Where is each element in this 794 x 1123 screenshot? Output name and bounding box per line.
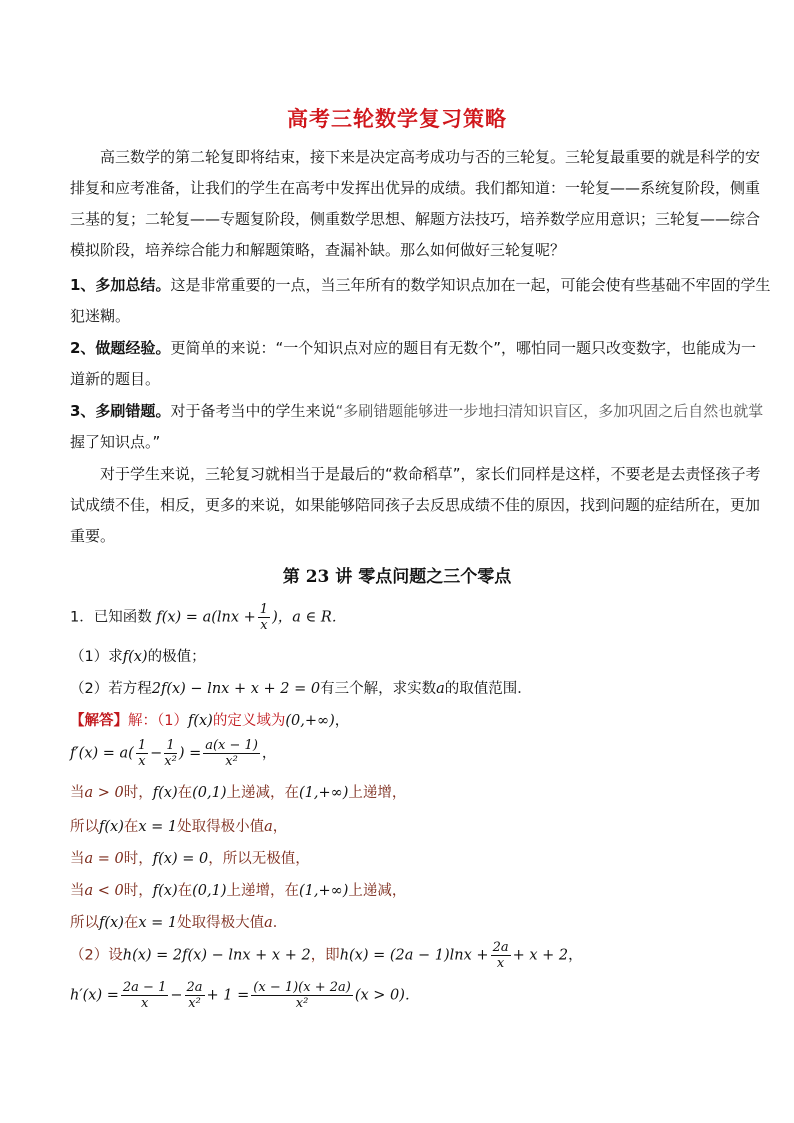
math-expr: + x + 2 <box>512 947 569 964</box>
solution-line-5: 当a = 0时，f(x) = 0，所以无极值， <box>70 851 310 867</box>
closing-line: 试成绩不佳，相反，更多的来说，如果能够陪同孩子去反思成绩不佳的原因，找到问题的症结所在，更加 <box>70 496 761 514</box>
math-expr: (x > 0)． <box>354 987 420 1004</box>
numerator: 1 <box>137 738 147 753</box>
question-text: （1）求 <box>70 649 123 665</box>
tip-1 <box>70 270 771 332</box>
tip-3 <box>70 396 764 458</box>
solution-text: 的定义域为 <box>212 713 286 729</box>
solution-line-1: 【解答】解：（1）f(x)的定义域为(0,+∞)， <box>70 713 350 729</box>
math-expr: (0,+∞) <box>285 713 335 729</box>
solution-line-6: 当a < 0时，f(x)在(0,1)上递增，在(1,+∞)上递减， <box>70 883 407 899</box>
h-derivative-line <box>70 980 419 1011</box>
tip-heading: 1、多加总结。 <box>70 276 171 294</box>
solution-line-3: 当a > 0时，f(x)在(0,1)上递减，在(1,+∞)上递增， <box>70 785 407 801</box>
question-2 <box>70 677 532 698</box>
closing-line: 重要。 <box>70 527 116 545</box>
denominator: x² <box>164 754 177 769</box>
stem-text: 1．已知函数 <box>70 609 152 626</box>
numerator: a(x − 1) <box>205 738 258 753</box>
math-expr: f′(x) = a( <box>70 745 134 762</box>
closing-line: 对于学生来说，三轮复习就相当于是最后的“救命稻草”，家长们同样是这样，不要老是去责怪孩子考 <box>100 465 761 483</box>
solution-text: ，即 <box>310 947 340 964</box>
solution-line-7: 所以f(x)在x = 1处取得极大值a． <box>70 915 288 931</box>
intro-line: 排复和应考准备，让我们的学生在高考中发挥出优异的成绩。我们都知道：一轮复——系统复阶段，侧重 <box>70 179 761 197</box>
solution-part-2 <box>70 940 583 971</box>
numerator: 1 <box>259 602 269 617</box>
function-def: f(x) = a(lnx + <box>156 609 256 626</box>
math-expr: f(x) <box>122 649 148 665</box>
lecture-title: 第 23 讲 零点问题之三个零点 <box>282 567 512 587</box>
denominator: x² <box>225 754 238 769</box>
math-expr: a <box>436 681 445 697</box>
intro-paragraph <box>70 142 761 266</box>
function-def-end: ) <box>272 609 278 626</box>
intro-line: 模拟阶段，培养综合能力和解题策略，查漏补缺。那么如何做好三轮复呢？ <box>70 241 566 259</box>
math-expr: ) = <box>178 745 202 762</box>
solution-text: 解：（1） <box>128 713 188 729</box>
math-expr: h(x) = 2f(x) − lnx + x + 2 <box>122 947 311 964</box>
fraction <box>203 738 260 769</box>
tip-text: 道新的题目。 <box>70 370 161 388</box>
question-1 <box>70 645 206 666</box>
math-expr: f(x) <box>187 713 213 729</box>
fraction <box>164 738 177 769</box>
math-expr: 2f(x) − lnx + x + 2 = 0 <box>151 681 321 697</box>
question-text: 的极值； <box>147 649 206 665</box>
tip-2 <box>70 333 756 395</box>
punctuation: ， <box>568 947 583 964</box>
tip-heading: 3、多刷错题。 <box>70 402 171 420</box>
numerator: (x − 1)(x + 2a) <box>253 980 351 995</box>
solution-label: 【解答】 <box>70 713 128 729</box>
fraction <box>136 738 148 769</box>
math-expr: − <box>150 745 163 762</box>
tip-text: 这是非常重要的一点，当三年所有的数学知识点加在一起，可能会使有些基础不牢固的学生 <box>170 276 771 294</box>
numerator: 2a <box>186 980 203 995</box>
fraction <box>258 602 270 633</box>
numerator: 2a <box>492 940 509 955</box>
tip-text: 握了知识点。” <box>70 433 161 451</box>
closing-paragraph <box>70 459 761 552</box>
denominator: x² <box>188 996 201 1011</box>
tip-heading: 2、做题经验。 <box>70 339 171 357</box>
problem-stem <box>70 602 346 633</box>
math-expr: + 1 = <box>206 987 250 1004</box>
numerator: 2a − 1 <box>122 980 167 995</box>
fraction <box>121 980 168 1011</box>
tip-text: 更简单的来说：“一个知识点对应的题目有无数个”，哪怕同一题只改变数字，也能成为一 <box>170 339 756 357</box>
question-text: 的取值范围． <box>444 681 532 697</box>
math-expr: h(x) = (2a − 1)lnx + <box>339 947 489 964</box>
tip-text: 对于备考当中的学生来说 <box>170 402 336 420</box>
tip-text: 犯迷糊。 <box>70 307 131 325</box>
page-title: 高考三轮数学复习策略 <box>287 107 507 131</box>
solution-line-4: 所以f(x)在x = 1处取得极小值a， <box>70 819 288 835</box>
fraction <box>491 940 511 971</box>
solution-text: （2）设 <box>70 947 123 964</box>
intro-line: 三基的复；二轮复——专题复阶段，侧重数学思想、解题方法技巧，培养数学应用意识；三轮复——综合 <box>70 210 761 228</box>
denominator: x <box>138 754 146 769</box>
numerator: 1 <box>164 738 177 754</box>
denominator: x <box>260 618 268 633</box>
intro-line: 高三数学的第二轮复即将结束，接下来是决定高考成功与否的三轮复。三轮复最重要的就是科学的安 <box>100 148 761 166</box>
denominator: x² <box>295 996 309 1011</box>
derivative-line: f′(x) = a( $\frac{1}{x}$ − $\frac{1}{\text{x²}}$ ) = $\frac{a(x - 1)}{\text{x²}}$ ， <box>70 738 277 769</box>
fraction <box>251 980 353 1011</box>
question-text: （2）若方程 <box>70 681 152 697</box>
fraction <box>185 980 205 1011</box>
math-expr: − <box>170 987 183 1004</box>
denominator: x <box>140 996 149 1011</box>
tip-quote: “多刷错题能够进一步地扫清知识盲区，多加巩固之后自然也就掌 <box>335 402 764 420</box>
math-expr: h′(x) = <box>70 987 119 1004</box>
question-text: 有三个解，求实数 <box>320 681 437 697</box>
domain-condition: ，a ∈ R． <box>277 609 347 626</box>
denominator: x <box>496 956 505 971</box>
